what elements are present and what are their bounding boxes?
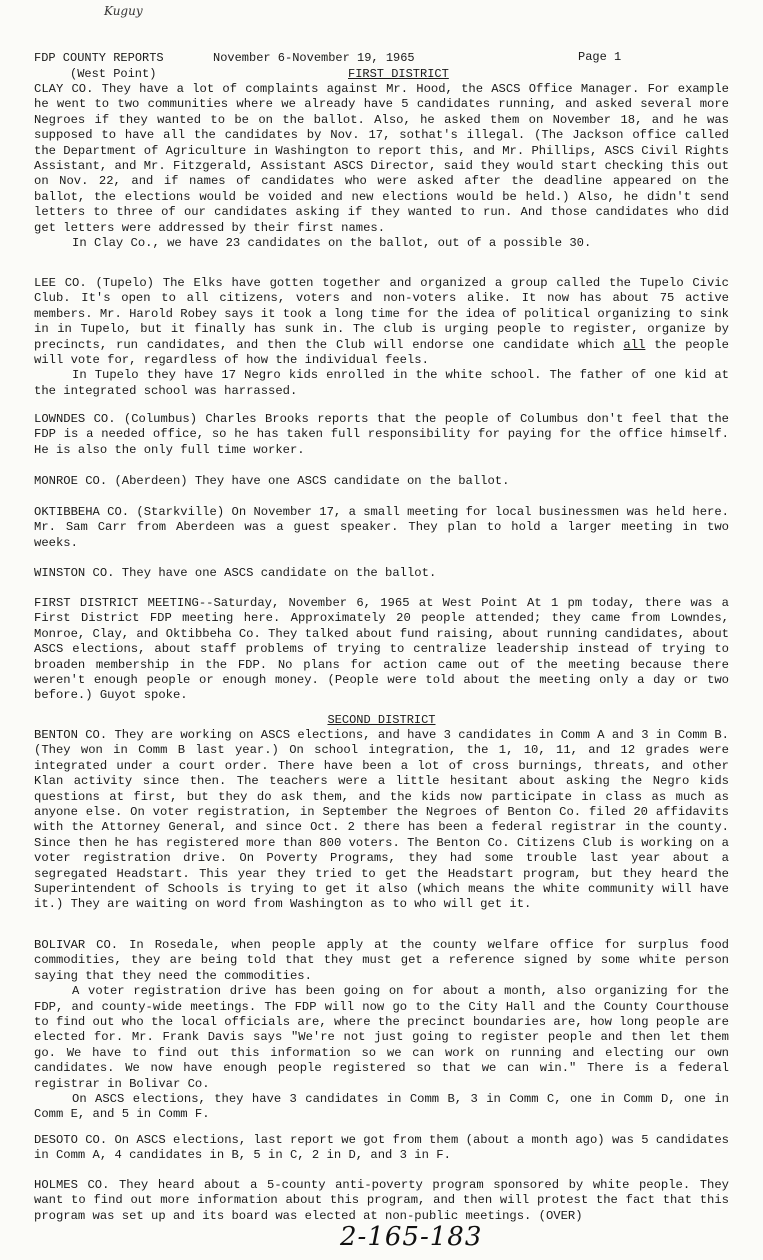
report-location: (West Point) xyxy=(70,67,157,81)
clay-paragraph: CLAY CO. They have a lot of complaints against Mr. Hood, the ASCS Office Manager. For example he went to two communities where we already have 5 candidates running, and asked several more Negroes if they wanted to be on the ballot. Also, he asked them on November 18, and he was supposed to have all the candidates by Nov. 17, sothat's illegal. (The Jackson office called the Department of Agriculture in Washington to report this, and Mr. Phillips, ASCS Civil Rights Assistant, and Mr. Fitzgerald, Assistant ASCS Director, said they would start checking this out on Nov. 22, and if names of candidates who were asked after the deadline appeared on the ballot, the elections would be voided and new elections would be held.) Also, he didn't send letters to three of our candidates asking if they wanted to run. And those candidates who did get letters were addressed by their first names. xyxy=(34,82,729,235)
second-district-heading: SECOND DISTRICT xyxy=(327,713,436,727)
bolivar-paragraph-2: A voter registration drive has been going on for about a month, also organizing for the FDP, and county-wide meetings. The FDP will now go to the City Hall and the County Courthouse to find out who the local officials are, where the precinct boundaries are, how long people are elected for. Mr. Frank Davis says "We're not just going to register people and then let them go. We have to find out this information so we can work on running and electing our own candidates. We now have enough people registered so that we can win." There is a federal registrar in Bolivar Co. xyxy=(34,984,729,1091)
bolivar-paragraph: BOLIVAR CO. In Rosedale, when people apply at the county welfare office for surplus food commodities, they are being told that they must get a reference signed by some white person saying that they need the commodities. xyxy=(34,938,729,983)
clay-county-report xyxy=(34,82,729,251)
document-number: 2-165-183 xyxy=(340,1222,483,1252)
report-header-dates xyxy=(213,50,449,82)
lee-paragraph-2: In Tupelo they have 17 Negro kids enrolled in the white school. The father of one kid at the integrated school was harrassed. xyxy=(34,368,729,398)
report-title: FDP COUNTY REPORTS xyxy=(34,51,164,65)
winston-county-report: WINSTON CO. They have one ASCS candidate on the ballot. xyxy=(34,566,437,580)
report-dates: November 6-November 19, 1965 xyxy=(213,51,415,65)
lee-text-b: the people will vote for, regardless of how the individual feels. xyxy=(34,337,729,368)
bolivar-county-report xyxy=(34,938,729,1123)
first-district-meeting-report: FIRST DISTRICT MEETING--Saturday, November 6, 1965 at West Point At 1 pm today, there was a First District FDP meeting here. Approximately 20 people attended; they came from Lowndes, Monroe, Clay, and Oktibbeha Co. They talked about fund raising, about running candidates, about ASCS elections, about staff problems of trying to centralize leadership instead of trying to broaden membership in the FDP. No plans for action came out of the meeting because there weren't enough people or enough money. (People were told about the meeting only a day or two before.) Guyot spoke. xyxy=(34,596,729,703)
page-number: Page 1 xyxy=(578,50,622,64)
report-header-title xyxy=(34,50,164,82)
oktibbeha-county-report: OKTIBBEHA CO. (Starkville) On November 17, a small meeting for local businessmen was held here. Mr. Sam Carr from Aberdeen was a guest speaker. They plan to hold a larger meeting in two weeks. xyxy=(34,505,729,550)
lee-text-a: LEE CO. (Tupelo) The Elks have gotten together and organized a group called the Tupelo Civic Club. It's open to all citizens, voters and non-voters alike. It now has about 75 active members. Mr. Harold Robey says it took a long time for the idea of political organizing to sink in in Tupelo, but it finally has sunk in. The club is urging people to register, organize by precincts, run candidates, and then the Club will endorse one candidate which xyxy=(34,276,729,352)
desoto-county-report: DESOTO CO. On ASCS elections, last report we got from them (about a month ago) was 5 candidates in Comm A, 4 candidates in B, 5 in C, 2 in D, and 3 in F. xyxy=(34,1133,729,1163)
bolivar-paragraph-3: On ASCS elections, they have 3 candidates in Comm B, 3 in Comm C, one in Comm D, one in Comm E, and 5 in Comm F. xyxy=(34,1092,729,1122)
lee-emphasis: all xyxy=(623,337,646,352)
lee-paragraph xyxy=(34,276,729,368)
clay-paragraph-2: In Clay Co., we have 23 candidates on the ballot, out of a possible 30. xyxy=(72,236,592,251)
first-district-heading: FIRST DISTRICT xyxy=(348,67,449,81)
margin-note: Kuguy xyxy=(104,4,143,18)
benton-county-report: BENTON CO. They are working on ASCS elections, and have 3 candidates in Comm A and 3 in Comm B. (They won in Comm B last year.) On school integration, the 1, 10, 11, and 12 grades were integrated under a court order. There have been a lot of cross burnings, threats, and other Klan activity since then. The teachers were a little hesitant about asking the Negro kids questions at first, but they do ask them, and the kids now participate in class as much as anyone else. On voter registration, in September the Negroes of Benton Co. filed 20 affidavits with the Attorney General, and since Oct. 2 there has been a federal registrar in the county. Since then he has registered more than 800 voters. The Benton Co. Citizens Club is working on a voter registration drive. On Poverty Programs, they had some trouble last year about a segregated Headstart. This year they tried to get the Headstart program, but they heard the Superintendent of Schools is trying to get it also (which means the white community will have it.) They are waiting on word from Washington as to who will get it. xyxy=(34,728,729,912)
lowndes-county-report: LOWNDES CO. (Columbus) Charles Brooks reports that the people of Columbus don't feel that the FDP is a needed office, so he has taken full responsibility for paying for the office himself. He is also the only full time worker. xyxy=(34,412,729,457)
holmes-county-report: HOLMES CO. They heard about a 5-county anti-poverty program sponsored by white people. They want to find out more information about this program, and then will protest the fact that this program was set up and its board was elected at non-public meetings. (OVER) xyxy=(34,1178,729,1223)
monroe-county-report: MONROE CO. (Aberdeen) They have one ASCS candidate on the ballot. xyxy=(34,474,510,488)
lee-county-report xyxy=(34,276,729,399)
